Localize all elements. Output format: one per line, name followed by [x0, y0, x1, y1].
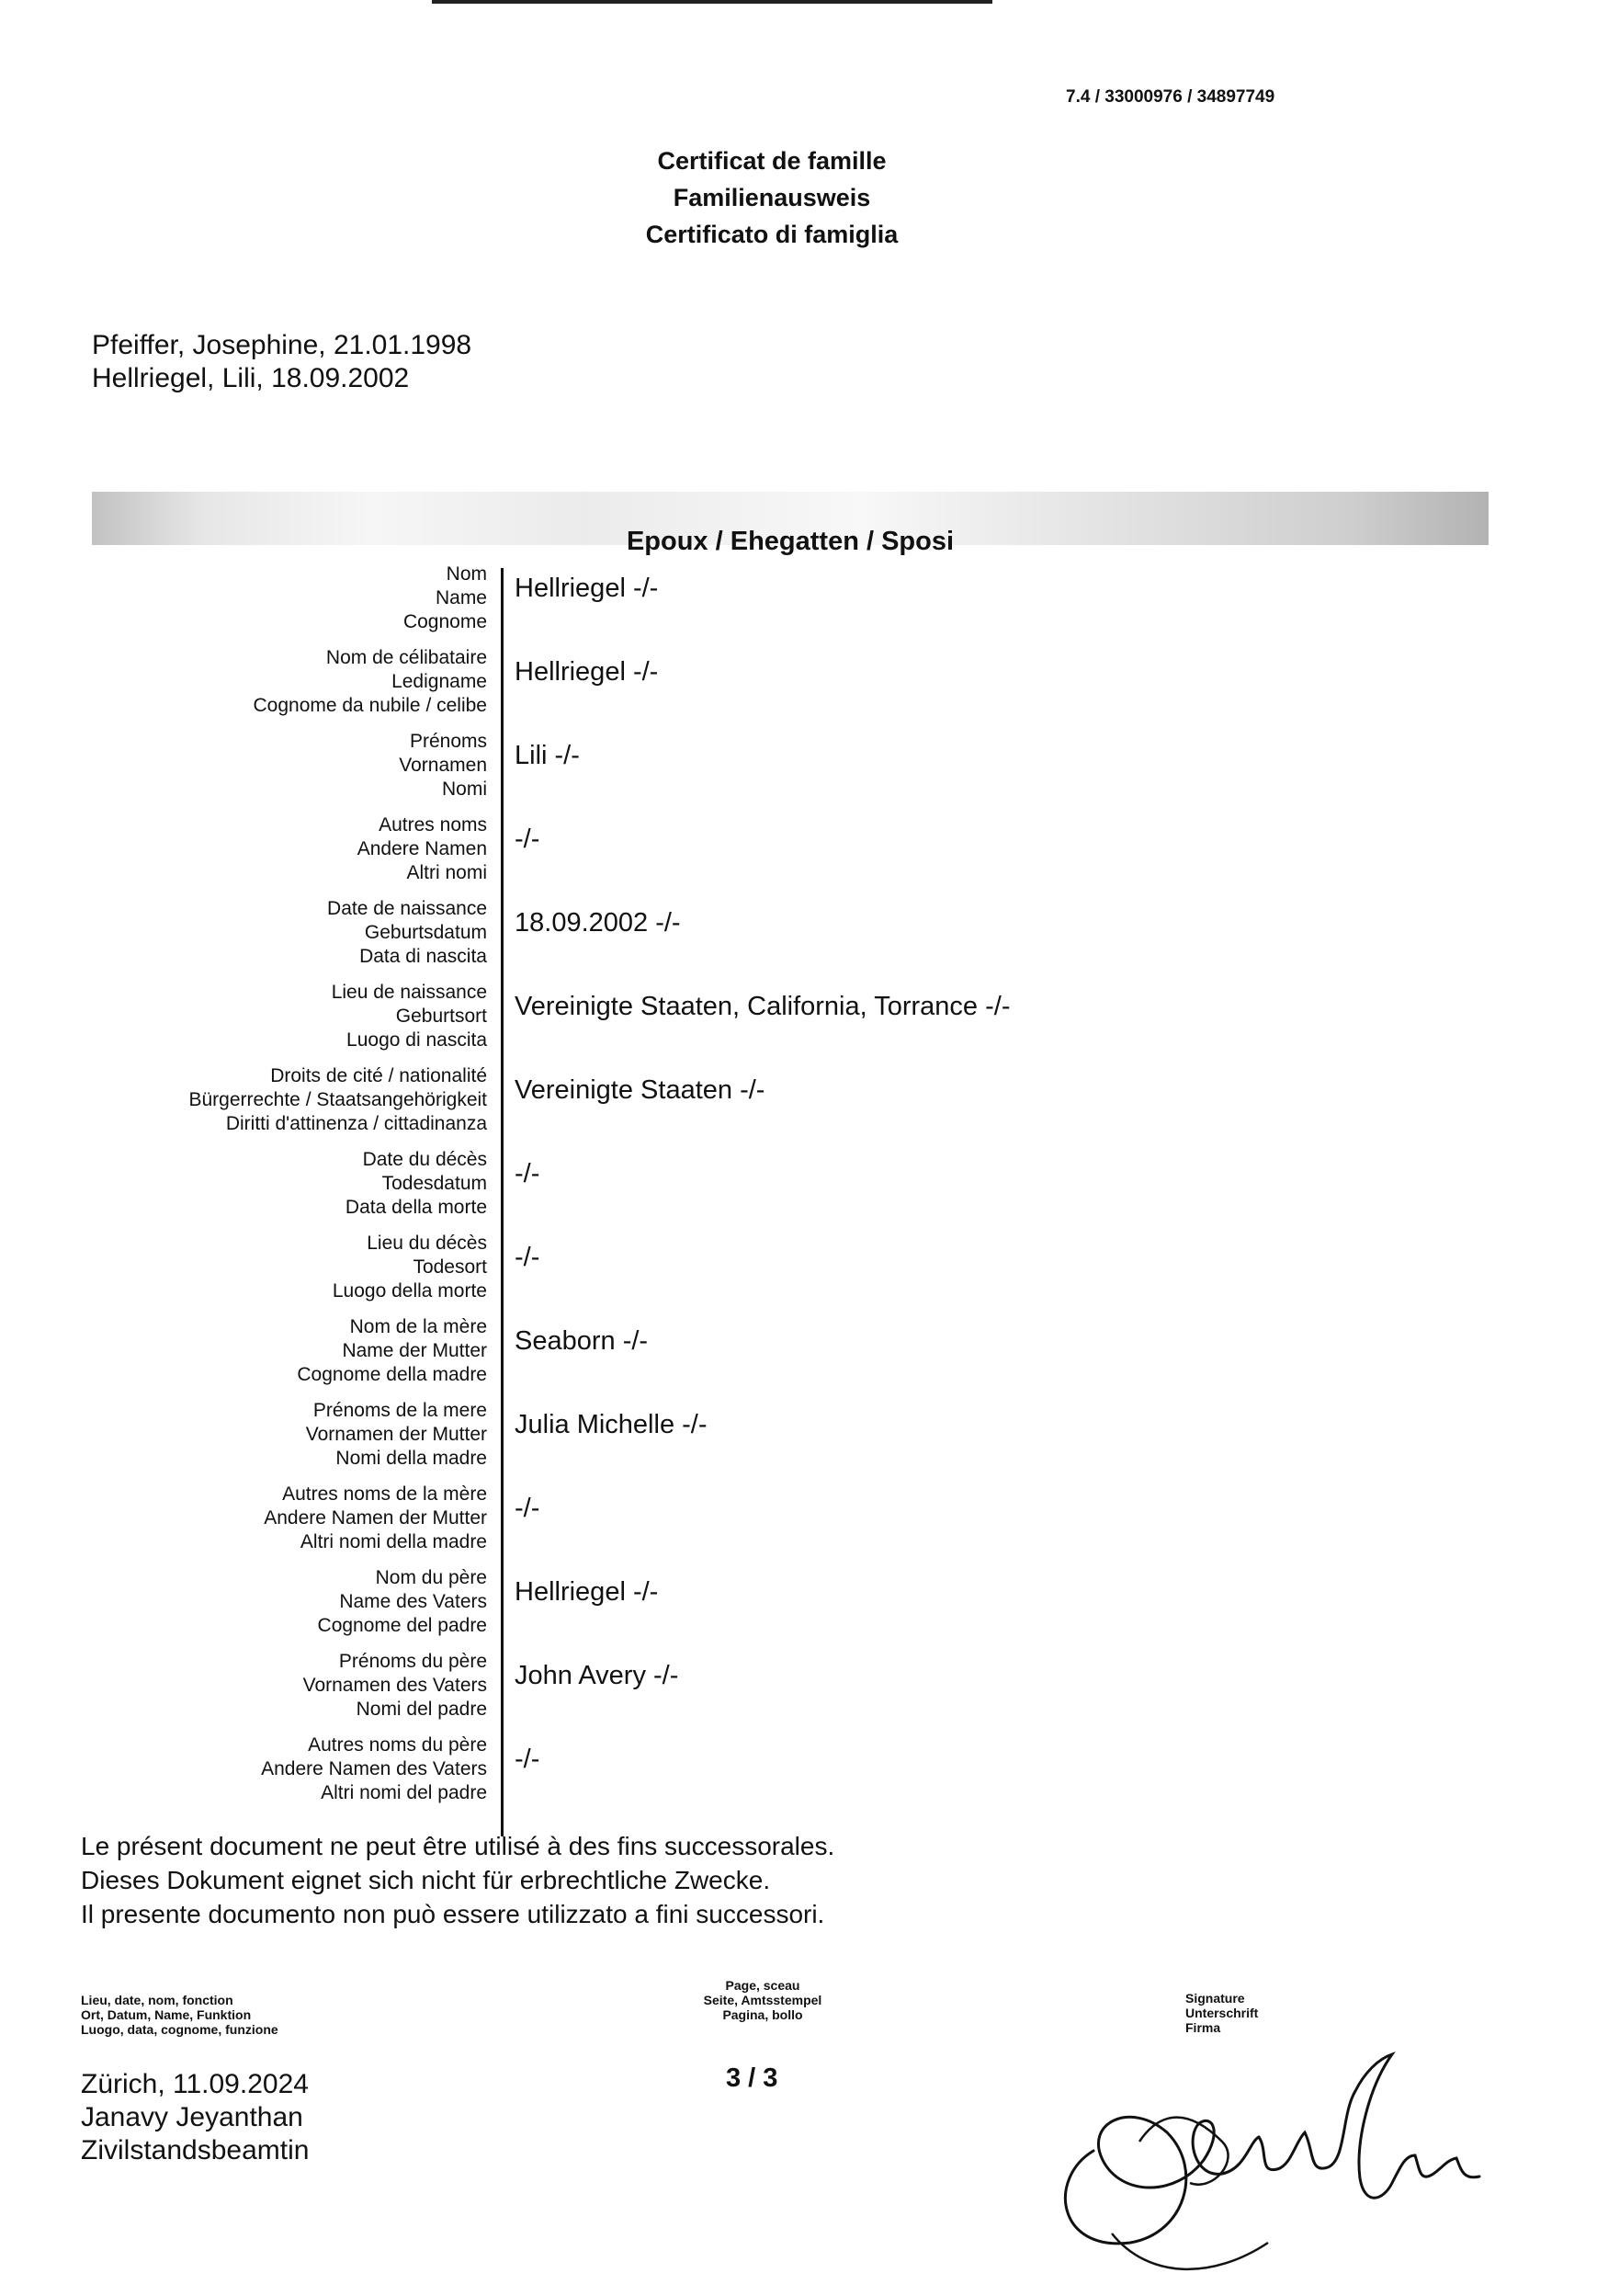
- field-row: [92, 1315, 1470, 1400]
- field-value: -/-: [515, 1159, 540, 1188]
- notice-fr: Le présent document ne peut être utilisé à des fins successorales.: [81, 1832, 835, 1860]
- field-value: -/-: [515, 1494, 540, 1523]
- footer-signature-label-de: Unterschrift: [1185, 2006, 1259, 2020]
- field-labels: [92, 563, 487, 634]
- field-label: Name der Mutter: [342, 1340, 487, 1361]
- field-labels: [92, 1232, 487, 1303]
- field-labels: [92, 1566, 487, 1638]
- person-1: Pfeiffer, Josephine, 21.01.1998: [92, 330, 472, 360]
- field-row: [92, 1566, 1470, 1651]
- field-row: [92, 1064, 1470, 1149]
- field-row: [92, 813, 1470, 898]
- signature: [1029, 2004, 1507, 2289]
- footer-signature-label-it: Firma: [1185, 2020, 1221, 2035]
- field-row: [92, 646, 1470, 731]
- field-label: Autres noms du père: [308, 1734, 487, 1756]
- field-row: [92, 563, 1470, 647]
- field-label: Date du décès: [362, 1149, 487, 1170]
- title-de: Familienausweis: [673, 184, 871, 211]
- field-value: Vereinigte Staaten, California, Torrance -/-: [515, 992, 1011, 1021]
- field-labels: [92, 1483, 487, 1554]
- field-label: Andere Namen der Mutter: [264, 1507, 487, 1529]
- field-value: Vereinigte Staaten -/-: [515, 1075, 765, 1105]
- issuer-block: [81, 2068, 309, 2167]
- field-label: Date de naissance: [327, 898, 487, 919]
- field-row: [92, 1399, 1470, 1483]
- title-it: Certificato di famiglia: [645, 221, 899, 248]
- field-row: [92, 1733, 1470, 1818]
- field-value: John Avery -/-: [515, 1661, 679, 1690]
- field-label: Cognome da nubile / celibe: [253, 695, 487, 716]
- field-label: Autres noms: [379, 814, 487, 835]
- field-label: Cognome del padre: [317, 1615, 487, 1636]
- field-label: Name des Vaters: [339, 1591, 487, 1612]
- field-label: Altri nomi della madre: [300, 1531, 487, 1552]
- field-row: [92, 897, 1470, 982]
- page-number: 3 / 3: [726, 2063, 778, 2093]
- footer-page-label: [662, 1978, 864, 2022]
- field-value: Hellriegel -/-: [515, 1577, 659, 1607]
- field-label: Nom: [446, 563, 487, 585]
- field-label: Prénoms de la mere: [312, 1400, 487, 1421]
- field-labels: [92, 1399, 487, 1471]
- field-label: Data di nascita: [359, 946, 487, 967]
- footer-place-label-fr: Lieu, date, nom, fonction: [81, 1993, 233, 2007]
- notice-it: Il presente documento non può essere utilizzato a fini successori.: [81, 1900, 825, 1928]
- field-label: Nomi: [441, 779, 487, 800]
- field-label: Altri nomi: [406, 862, 487, 883]
- field-value: Lili -/-: [515, 741, 580, 770]
- footer-page-label-it: Pagina, bollo: [722, 2007, 803, 2022]
- field-value: -/-: [515, 824, 540, 854]
- title-fr: Certificat de famille: [657, 147, 887, 175]
- notice-de: Dieses Dokument eignet sich nicht für erbrechtliche Zwecke.: [81, 1866, 771, 1894]
- field-label: Lieu de naissance: [331, 982, 487, 1003]
- field-label: Luogo di nascita: [346, 1029, 487, 1051]
- field-label: Vornamen des Vaters: [302, 1675, 487, 1696]
- field-value: Hellriegel -/-: [515, 574, 659, 603]
- field-label: Geburtsort: [395, 1006, 487, 1027]
- field-row: [92, 1232, 1470, 1316]
- field-row: [92, 1148, 1470, 1233]
- field-labels: [92, 897, 487, 969]
- footer-place-label-de: Ort, Datum, Name, Funktion: [81, 2007, 252, 2022]
- field-label: Luogo della morte: [332, 1280, 487, 1301]
- field-label: Data della morte: [345, 1197, 487, 1218]
- field-value: Seaborn -/-: [515, 1326, 649, 1356]
- field-value: -/-: [515, 1745, 540, 1774]
- field-value: 18.09.2002 -/-: [515, 908, 681, 938]
- field-label: Droits de cité / nationalité: [270, 1065, 487, 1086]
- notice: [81, 1829, 834, 1931]
- issuer-name: Janavy Jeyanthan: [81, 2102, 303, 2132]
- footer-place-label: [81, 1993, 278, 2037]
- field-label: Nomi della madre: [335, 1448, 487, 1469]
- document-title: [551, 142, 992, 253]
- field-labels: [92, 1733, 487, 1805]
- field-label: Todesdatum: [381, 1173, 487, 1194]
- field-label: Nom du père: [375, 1567, 487, 1588]
- field-label: Name: [435, 587, 487, 608]
- field-label: Andere Namen: [357, 838, 487, 859]
- field-labels: [92, 1650, 487, 1722]
- field-label: Cognome della madre: [297, 1364, 487, 1385]
- persons-list: [92, 329, 471, 395]
- field-label: Diritti d'attinenza / cittadinanza: [225, 1113, 487, 1134]
- footer-page-label-fr: Page, sceau: [725, 1978, 800, 1993]
- field-row: [92, 1650, 1470, 1734]
- field-labels: [92, 730, 487, 801]
- footer-page-label-de: Seite, Amtsstempel: [703, 1993, 822, 2007]
- field-label: Nom de célibataire: [325, 647, 487, 668]
- field-labels: [92, 813, 487, 885]
- field-labels: [92, 981, 487, 1052]
- field-label: Geburtsdatum: [364, 922, 487, 943]
- field-label: Todesort: [413, 1256, 487, 1278]
- field-value: Hellriegel -/-: [515, 657, 659, 687]
- footer-place-label-it: Luogo, data, cognome, funzione: [81, 2022, 278, 2037]
- section-title: Epoux / Ehegatten / Sposi: [626, 527, 955, 556]
- field-label: Nomi del padre: [356, 1699, 487, 1720]
- field-value: Julia Michelle -/-: [515, 1410, 708, 1439]
- footer-signature-label-fr: Signature: [1185, 1991, 1245, 2006]
- issuer-function: Zivilstandsbeamtin: [81, 2135, 310, 2165]
- field-row: [92, 730, 1470, 814]
- field-label: Bürgerrechte / Staatsangehörigkeit: [188, 1089, 487, 1110]
- field-labels: [92, 1064, 487, 1136]
- field-label: Lieu du décès: [367, 1233, 487, 1254]
- top-rule: [432, 0, 992, 4]
- field-labels: [92, 1315, 487, 1387]
- person-2: Hellriegel, Lili, 18.09.2002: [92, 363, 410, 393]
- field-label: Nom de la mère: [349, 1316, 487, 1337]
- issue-place-date: Zürich, 11.09.2024: [81, 2069, 309, 2099]
- field-label: Autres noms de la mère: [282, 1483, 487, 1505]
- field-label: Vornamen: [399, 755, 487, 776]
- reference-number: 7.4 / 33000976 / 34897749: [1066, 87, 1275, 107]
- field-row: [92, 981, 1470, 1065]
- field-row: [92, 1483, 1470, 1567]
- field-labels: [92, 1148, 487, 1220]
- field-label: Cognome: [402, 611, 487, 632]
- field-label: Ledigname: [391, 671, 487, 692]
- field-label: Prénoms: [409, 731, 487, 752]
- field-label: Altri nomi del padre: [321, 1782, 487, 1803]
- field-labels: [92, 646, 487, 718]
- field-label: Vornamen der Mutter: [305, 1424, 487, 1445]
- field-label: Andere Namen des Vaters: [261, 1758, 487, 1779]
- field-label: Prénoms du père: [338, 1651, 487, 1672]
- field-value: -/-: [515, 1243, 540, 1272]
